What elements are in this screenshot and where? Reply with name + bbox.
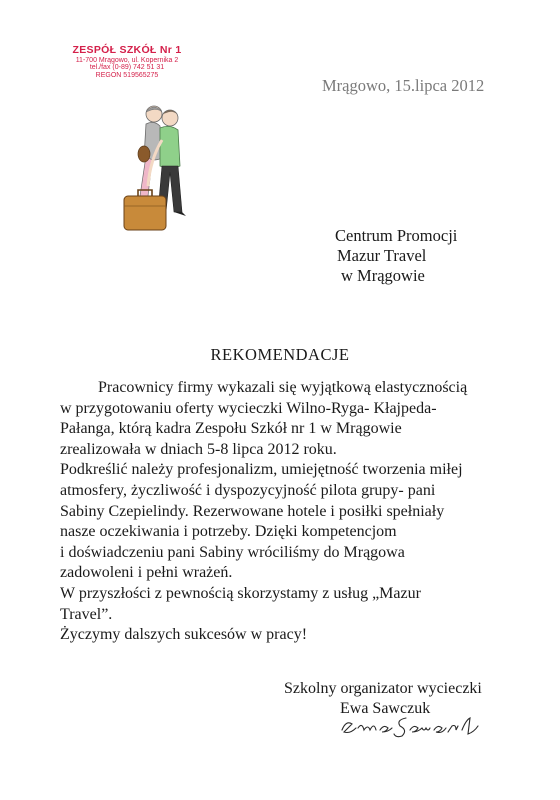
body-line: Pracownicy firmy wykazali się wyjątkową elastycznością [98,379,468,396]
stamp-phone: tel./fax (0-89) 742 51 31 [89,64,165,72]
school-stamp [72,45,182,80]
body-line: zrealizowała w dniach 5-8 lipca 2012 roku. [60,440,337,458]
body-line: Podkreślić należy profesjonalizm, umiejętność tworzenia miłej [60,461,463,479]
woman-figure [138,106,162,208]
body-line: zadowoleni i pełni wrażeń. [60,564,233,582]
letter-body [60,378,530,646]
recipient-line-3: w Mrągowie [341,266,425,285]
recipient-line-2: Mazur Travel [337,246,427,265]
recipient-address [335,226,457,286]
handwritten-signature [338,710,488,742]
letter-heading: REKOMENDACJE [210,345,350,364]
body-line: nasze oczekiwania i potrzeby. Dzięki kompetencjom [60,523,397,541]
signatory-name: Ewa Sawczuk [340,700,431,717]
body-line: W przyszłości z pewnością skorzystamy z usług „Mazur [60,584,421,602]
body-line: w przygotowaniu oferty wycieczki Wilno-Ryga- Kłajpeda- [60,399,437,417]
stamp-address: 11-700 Mrągowo, ul. Kopernika 2 [75,56,179,64]
recipient-line-1: Centrum Promocji [335,226,458,245]
stamp-title: ZESPÓŁ SZKÓŁ Nr 1 [72,44,182,56]
body-line: Travel”. [60,605,113,623]
body-line: atmosfery, życzliwość i dyspozycyjność pilota grupy- pani [60,481,436,499]
signatory-role: Szkolny organizator wycieczki [284,680,482,697]
place-and-date: Mrągowo, 15.lipca 2012 [322,76,485,95]
body-line: Pałanga, którą kadra Zespołu Szkół nr 1 w Mrągowie [60,420,402,438]
stamp-regon: REGON 519565275 [95,71,159,79]
body-line: Sabiny Czepielindy. Rezerwowane hotele i posiłki spełniały [60,502,445,520]
suitcase-icon [124,190,166,230]
body-line: Życzymy dalszych sukcesów w pracy! [60,626,308,644]
travelers-with-suitcase-illustration [118,100,198,240]
body-line: i doświadczeniu pani Sabiny wróciliśmy do Mrągowa [60,543,405,561]
